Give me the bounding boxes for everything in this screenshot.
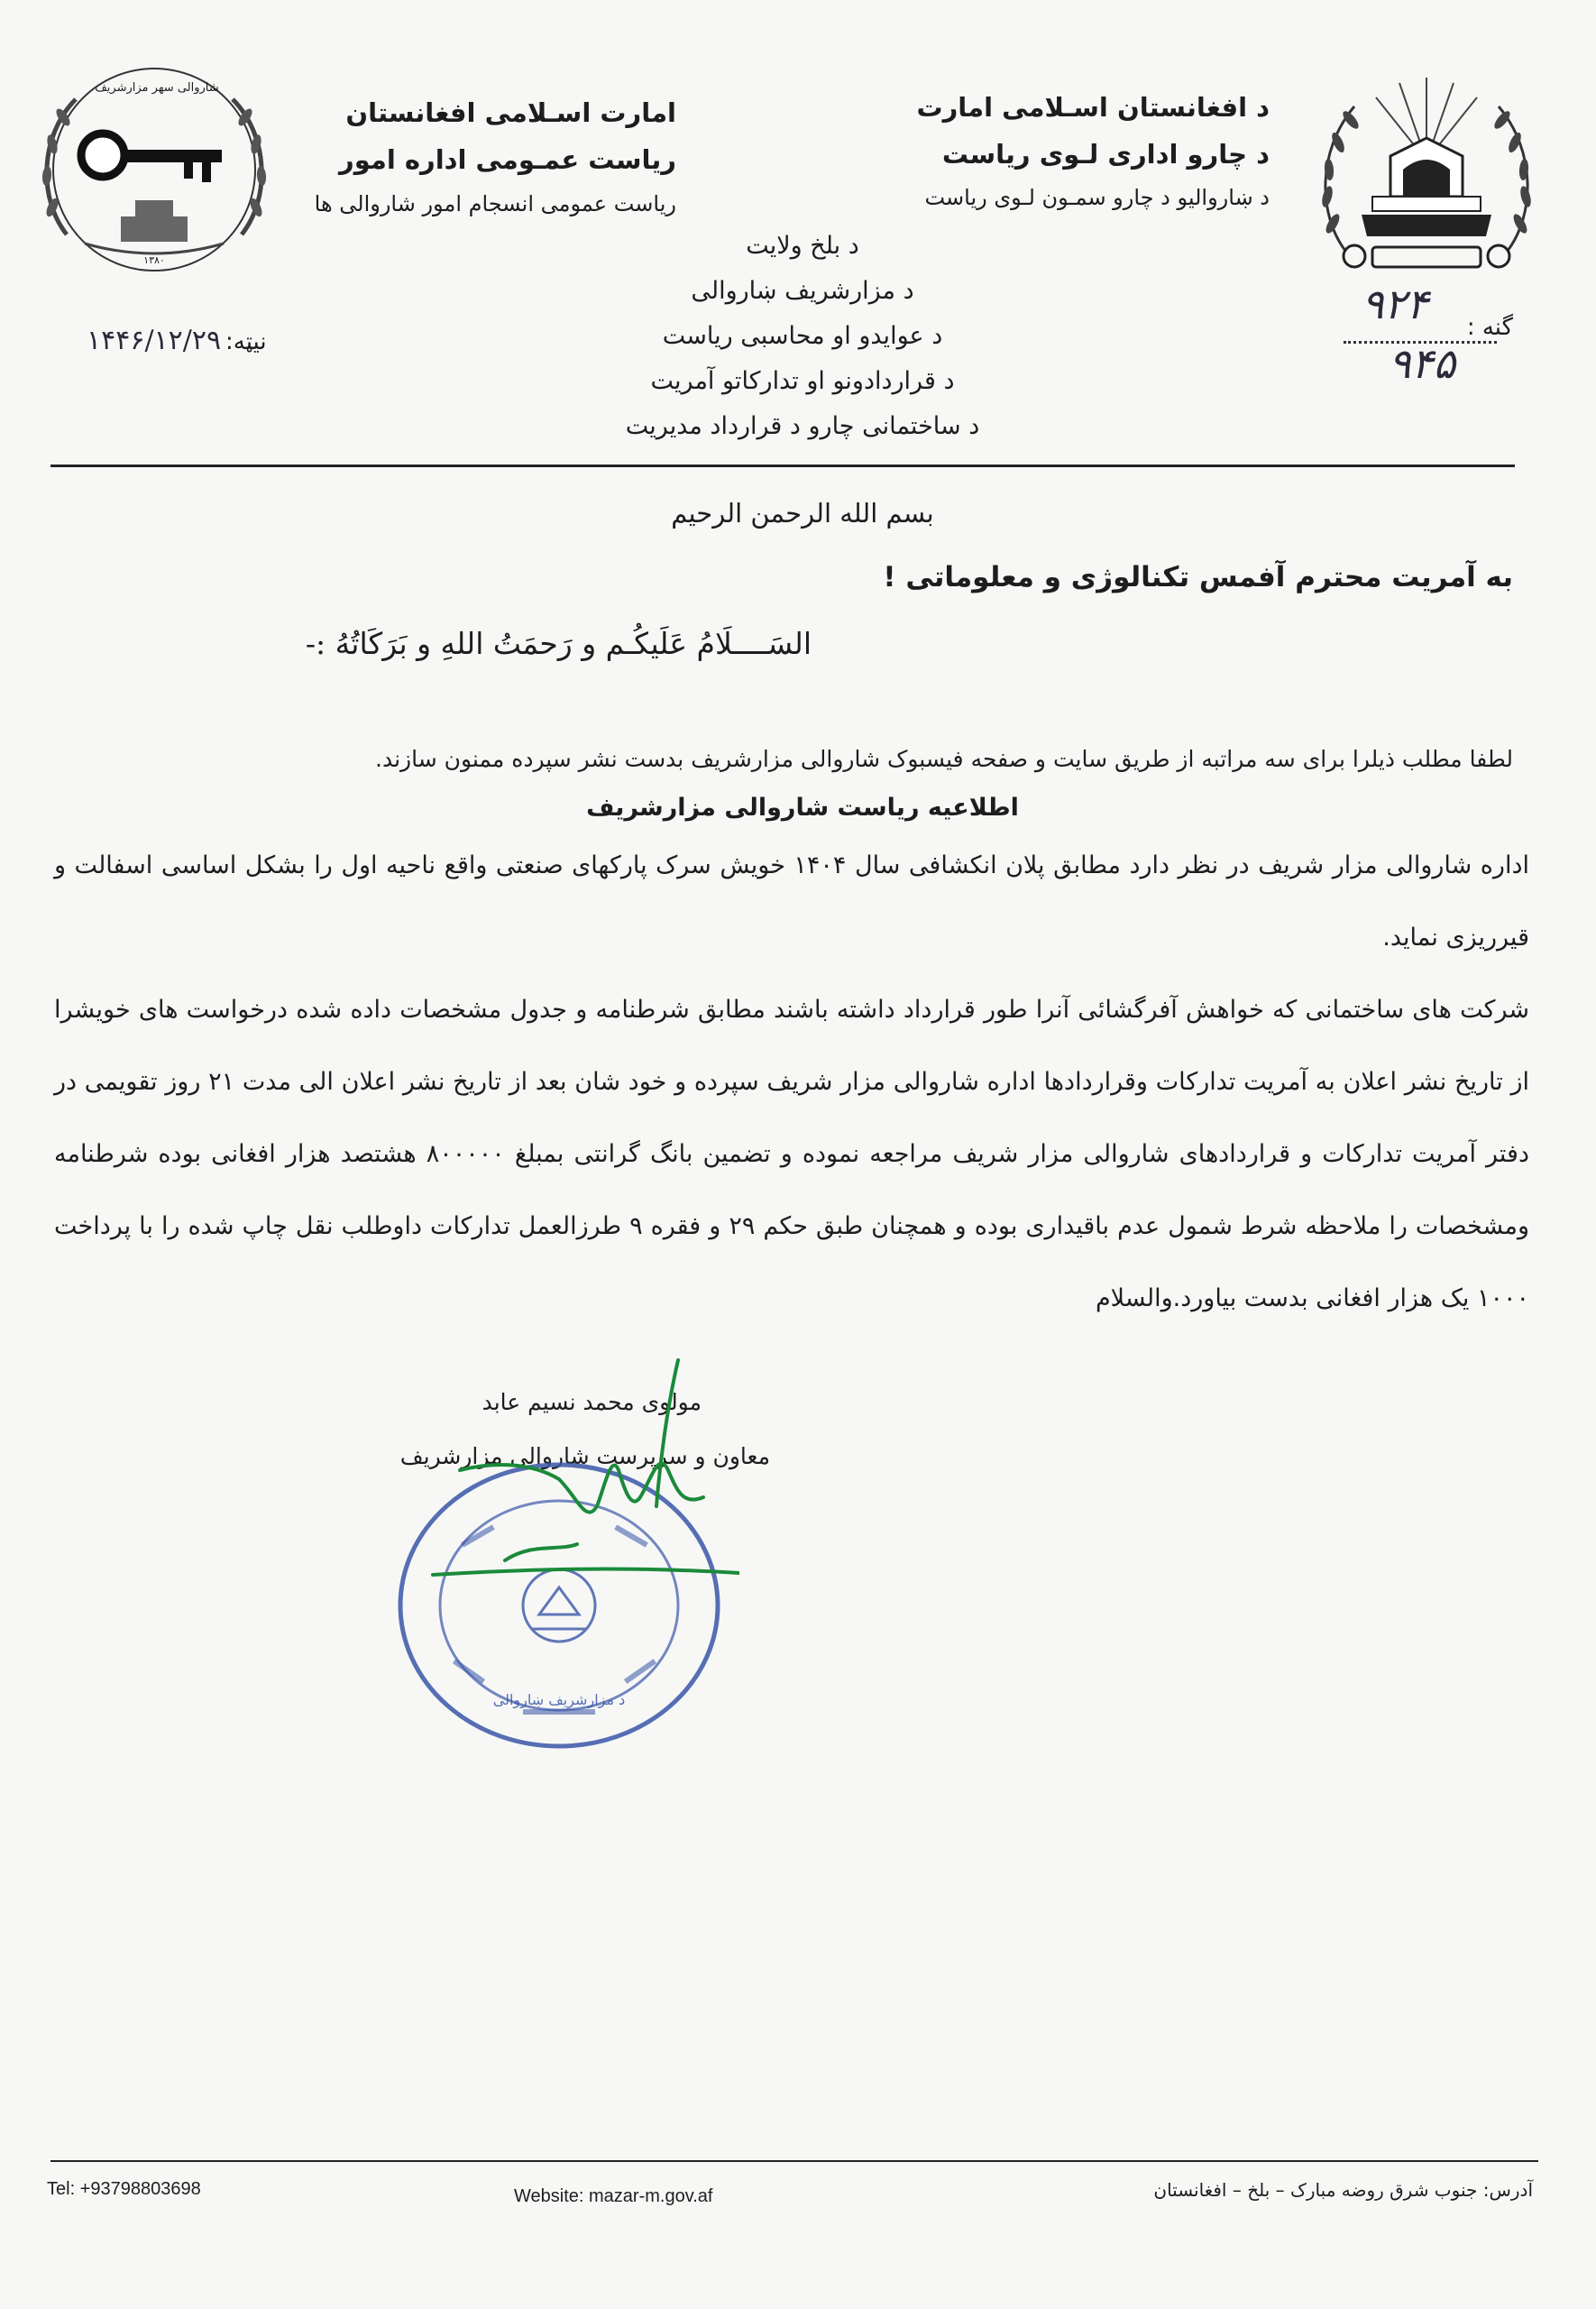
salutation: السَــــلَامُ عَلَیکُـم و رَحمَتُ اللهِ و بَرَکَاتُهُ :- — [305, 626, 812, 661]
bismillah: بسم الله الرحمن الرحیم — [671, 498, 934, 529]
footer-website: Website: mazar-m.gov.af — [514, 2186, 713, 2206]
paragraph-1: اداره شاروالی مزار شریف در نظر دارد مطابق پلان انکشافی سال ۱۴۰۴ خویش سرک پارکهای صنعتی واقع ناحیه اول را بشکل اساسی اسفالت و قیرریزی نماید. — [54, 851, 1529, 952]
right-title-line2: د چارو اداری لـوی ریاست — [941, 139, 1270, 170]
municipality-logo — [31, 63, 278, 280]
address-line: د مزارشریف ښاروالی — [691, 277, 914, 305]
addressee: به آمریت محترم آفمس تکنالوژی و معلوماتی ! — [883, 561, 1513, 593]
notice-title: اطلاعیه ریاست شاروالی مزارشریف — [586, 794, 1019, 822]
date-value: ۱۴۴۶/۱۲/۲۹ — [87, 325, 222, 356]
footer-phone: Tel: +93798803698 — [47, 2179, 201, 2199]
reference-number-handwritten-1: ۹۲۴ — [1362, 280, 1429, 328]
footer-address: آدرس: جنوب شرق روضه مبارک – بلخ – افغانستان — [1153, 2179, 1533, 2201]
signatory-name: مولوی محمد نسیم عابد — [482, 1389, 702, 1415]
notice-body — [54, 830, 1529, 1335]
key-icon — [81, 133, 222, 182]
logo-caption: شاروالی سهر مزارشریف — [95, 81, 219, 95]
address-line: د عوایدو او محاسبی ریاست — [662, 322, 943, 350]
left-title-line1: امارت اسـلامی افغانستان — [345, 97, 676, 128]
date-label: نیټه: — [225, 328, 267, 355]
header-divider — [50, 465, 1515, 467]
address-line: د بلخ ولایت — [746, 232, 859, 260]
paragraph-2: شرکت های ساختمانی که خواهش آفرگشائی آنرا طور قرارداد داشته باشند مطابق شرطنامه و جدول مشخصات داده شده درخواست های خویشرا از تاریخ نشر اعلان به آمریت تدارکات وقراردادها اداره شاروالی مزار شریف سپرده و خود شان بعد از تاریخ نشر اعلان الی مدت ۲۱ روز تقویمی در دفتر آمریت تدارکات و قراردادهای شاروالی مزار شریف مراجعه نموده و تضمین بانگ گرانتی بمبلغ ۸۰۰۰۰۰ هشتصد هزار افغانی بوده شرطنامه ومشخصات را ملاحظه شرط شمول عدم باقیداری بوده و همچنان طبق حکم ۲۹ و فقره ۹ طرزالعمل تدارکات داوطلب نقل چاپ شده را با پرداخت ۱۰۰۰ یک هزار افغانی بدست بیاورد.والسلام — [54, 996, 1530, 1312]
recipient-address-block — [505, 224, 1100, 449]
address-line: د ساختمانی چارو د قرارداد مدیریت — [625, 412, 980, 440]
request-line: لطفا مطلب ذیلرا برای سه مراتبه از طریق سایت و صفحه فیسبوک شاروالی مزارشریف بدست نشر سپرده ممنون سازند. — [375, 746, 1513, 772]
stamp-text: د مزارشریف ښاروالی — [492, 1691, 626, 1708]
signatory-title: معاون و سرپرست شاروالی مزارشریف — [399, 1443, 770, 1469]
left-subtitle: ریاست عمومی انسجام امور شاروالی ها — [314, 191, 676, 216]
reference-number-label: گنه : — [1466, 314, 1513, 341]
reference-number-handwritten-2: ۹۴۵ — [1389, 339, 1456, 388]
logo-year: ۱۳۸۰ — [143, 254, 165, 266]
address-line: د قراردادونو او تدارکاتو آمریت — [650, 367, 955, 395]
left-title-line2: ریاست عمـومی اداره امور — [339, 144, 676, 175]
right-subtitle: د ښاروالیو د چارو سمـون لـوی ریاست — [924, 185, 1270, 210]
footer-divider — [50, 2160, 1538, 2162]
handwritten-signature — [397, 1353, 739, 1624]
emirate-emblem — [1309, 70, 1544, 280]
right-title-line1: د افغانستان اسـلامی امارت — [916, 92, 1270, 123]
